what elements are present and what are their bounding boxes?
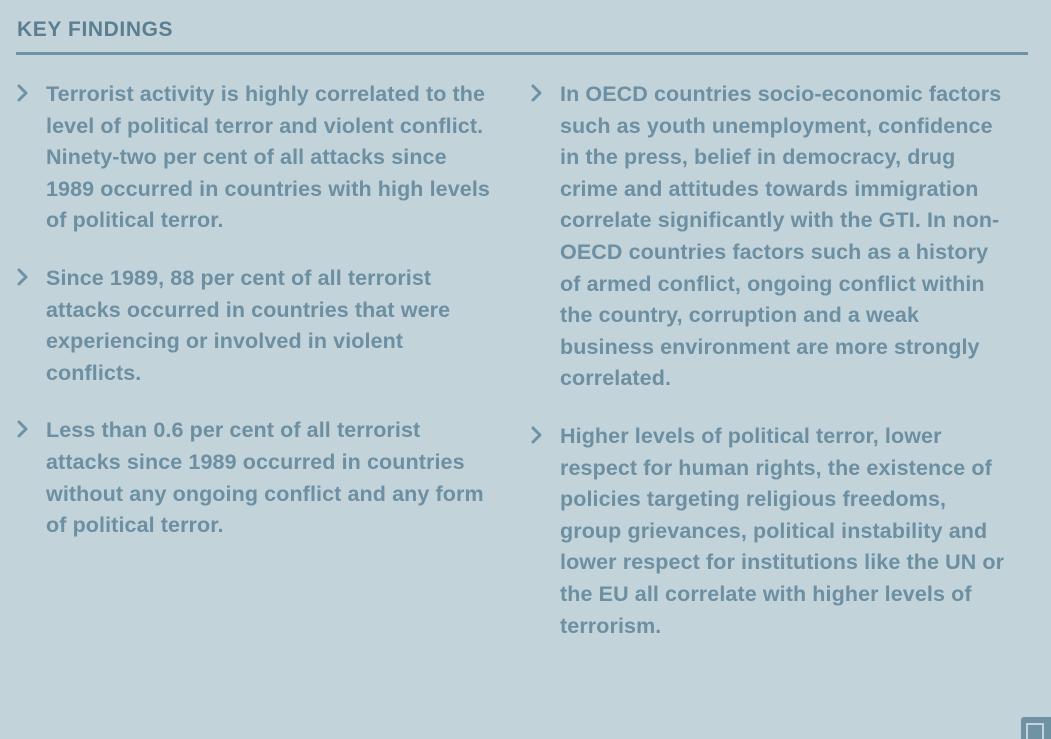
title-divider [16, 52, 1028, 55]
page-title: KEY FINDINGS [17, 18, 174, 41]
chevron-right-icon [16, 415, 46, 439]
list-item [16, 415, 500, 541]
finding-text: Higher levels of political terror, lower respect for human rights, the existence of policies targeting religious freedoms, group grievances, political instability and lower respect for institutions like the UN or the EU all correlate with higher levels of terrorism. [560, 423, 1005, 638]
chevron-right-icon [16, 263, 46, 287]
findings-columns [16, 79, 1031, 668]
finding-text: Terrorist activity is highly correlated to the level of political terror and violent conflict. Ninety-two per cent of all attacks since 1989 occurred in countries with high levels of political terror. [46, 82, 490, 233]
page-corner-marker-inner [1026, 723, 1044, 739]
chevron-right-icon [530, 79, 560, 103]
findings-column-left [16, 79, 500, 668]
list-item [16, 263, 500, 389]
finding-text: In OECD countries socio-economic factors such as youth unemployment, confidence in the press, belief in democracy, drug crime and attitudes towards immigration correlate significantly with the GTI. In non-OECD countries factors such as a history of armed conflict, ongoing conflict within the country, corruption and a weak business environment are more strongly correlated. [560, 82, 1002, 391]
findings-column-right [530, 79, 1008, 668]
list-item [16, 79, 500, 237]
list-item [530, 79, 1008, 395]
chevron-right-icon [530, 421, 560, 445]
chevron-right-icon [16, 79, 46, 103]
page-corner-marker [1021, 717, 1051, 739]
finding-text: Less than 0.6 per cent of all terrorist attacks since 1989 occurred in countries without any ongoing conflict and any form of political terror. [46, 418, 484, 538]
finding-text: Since 1989, 88 per cent of all terrorist attacks occurred in countries that were experiencing or involved in violent conflicts. [46, 265, 451, 385]
list-item [530, 421, 1008, 642]
